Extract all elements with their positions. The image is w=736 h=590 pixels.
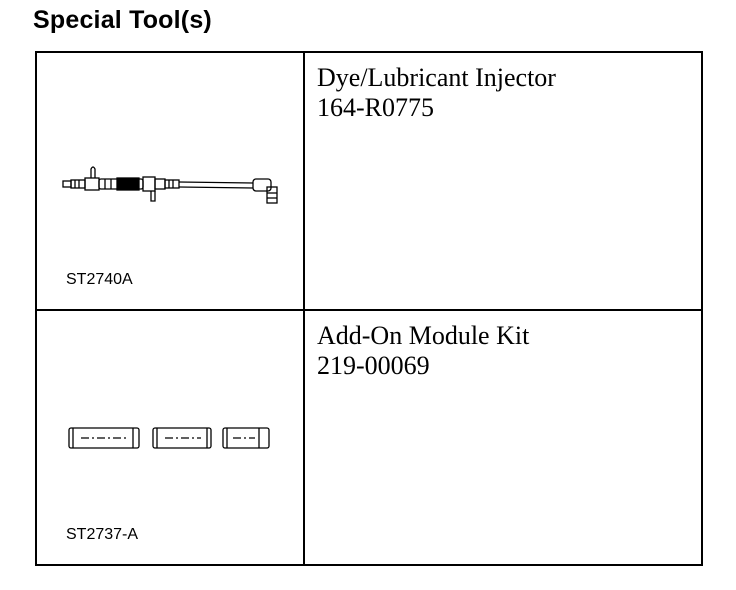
tool-number: 164-R0775: [317, 93, 434, 122]
page-title: Special Tool(s): [33, 6, 212, 34]
add-on-module-kit-illustration: [67, 423, 272, 453]
special-tools-table: [35, 51, 703, 566]
tool-illustration-cell: [37, 311, 305, 564]
illustration-label: ST2737-A: [66, 526, 139, 543]
tool-description-cell: [305, 53, 701, 311]
tool-illustration-cell: [37, 53, 305, 311]
dye-lubricant-injector-illustration: [61, 161, 281, 209]
tool-number: 219-00069: [317, 351, 430, 380]
tool-name: Add-On Module Kit: [317, 321, 530, 350]
tool-name: Dye/Lubricant Injector: [317, 63, 556, 92]
tool-description-cell: [305, 311, 701, 564]
illustration-label: ST2740A: [66, 271, 133, 288]
